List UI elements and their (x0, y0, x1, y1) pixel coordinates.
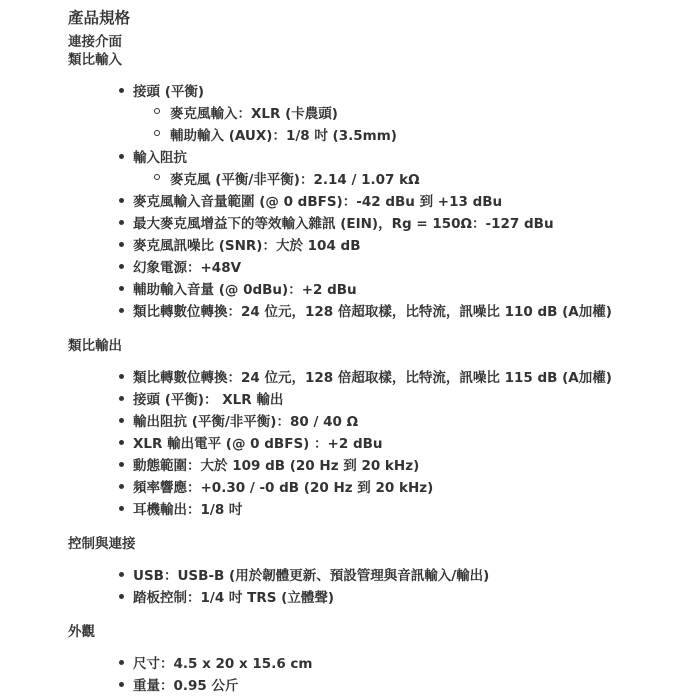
bullet-icon (119, 154, 124, 159)
sub-bullet-icon (154, 108, 160, 114)
connectivity-heading: 連接介面 (68, 34, 122, 50)
list-item: 麥克風 (平衡/非平衡)：2.14 / 1.07 kΩ (170, 172, 420, 188)
list-item: 重量：0.95 公斤 (133, 678, 239, 694)
list-item: 麥克風輸入：XLR (卡農頭) (170, 106, 338, 122)
bullet-icon (119, 594, 124, 599)
list-item: XLR 輸出電平 (@ 0 dBFS) ：+2 dBu (133, 436, 383, 452)
list-item: 輔助輸入音量 (@ 0dBu)：+2 dBu (133, 282, 357, 298)
control-heading: 控制與連接 (68, 536, 136, 552)
bullet-icon (119, 308, 124, 313)
bullet-icon (119, 264, 124, 269)
list-item: 類比轉數位轉換：24 位元，128 倍超取樣，比特流，訊噪比 115 dB (A加權) (133, 370, 612, 386)
bullet-icon (119, 484, 124, 489)
list-item: 耳機輸出：1/8 吋 (133, 502, 243, 518)
bullet-icon (119, 506, 124, 511)
list-item: 麥克風輸入音量範圍 (@ 0 dBFS)：-42 dBu 到 +13 dBu (133, 194, 503, 210)
bullet-icon (119, 374, 124, 379)
bullet-icon (119, 88, 124, 93)
bullet-icon (119, 220, 124, 225)
list-item: 類比轉數位轉換：24 位元，128 倍超取樣，比特流，訊噪比 110 dB (A加權) (133, 304, 612, 320)
bullet-icon (119, 198, 124, 203)
list-item: 頻率響應：+0.30 / -0 dB (20 Hz 到 20 kHz) (133, 480, 434, 496)
list-item: 踏板控制：1/4 吋 TRS (立體聲) (133, 590, 334, 606)
analog-output-heading: 類比輸出 (68, 338, 122, 354)
list-item: 輸出阻抗 (平衡/非平衡)：80 / 40 Ω (133, 414, 359, 430)
page-title: 產品規格 (68, 9, 131, 27)
list-item: 接頭 (平衡)： XLR 輸出 (133, 392, 284, 408)
list-item: 輸入阻抗 (133, 150, 187, 166)
bullet-icon (119, 242, 124, 247)
analog-input-heading: 類比輸入 (68, 52, 122, 68)
list-item: 最大麥克風增益下的等效輸入雜訊 (EIN)，Rg = 150Ω：-127 dBu (133, 216, 554, 232)
bullet-icon (119, 660, 124, 665)
bullet-icon (119, 462, 124, 467)
exterior-heading: 外觀 (68, 624, 95, 640)
bullet-icon (119, 682, 124, 687)
list-item: USB：USB-B (用於韌體更新、預設管理與音訊輸入/輸出) (133, 568, 490, 584)
bullet-icon (119, 440, 124, 445)
list-item: 接頭 (平衡) (133, 84, 205, 100)
sub-bullet-icon (154, 174, 160, 180)
list-item: 幻象電源：+48V (133, 260, 242, 276)
bullet-icon (119, 286, 124, 291)
list-item: 動態範圍：大於 109 dB (20 Hz 到 20 kHz) (133, 458, 420, 474)
bullet-icon (119, 396, 124, 401)
bullet-icon (119, 418, 124, 423)
list-item: 尺寸：4.5 x 20 x 15.6 cm (133, 656, 313, 672)
list-item: 麥克風訊噪比 (SNR)：大於 104 dB (133, 238, 361, 254)
list-item: 輔助輸入 (AUX)：1/8 吋 (3.5mm) (170, 128, 397, 144)
bullet-icon (119, 572, 124, 577)
sub-bullet-icon (154, 130, 160, 136)
